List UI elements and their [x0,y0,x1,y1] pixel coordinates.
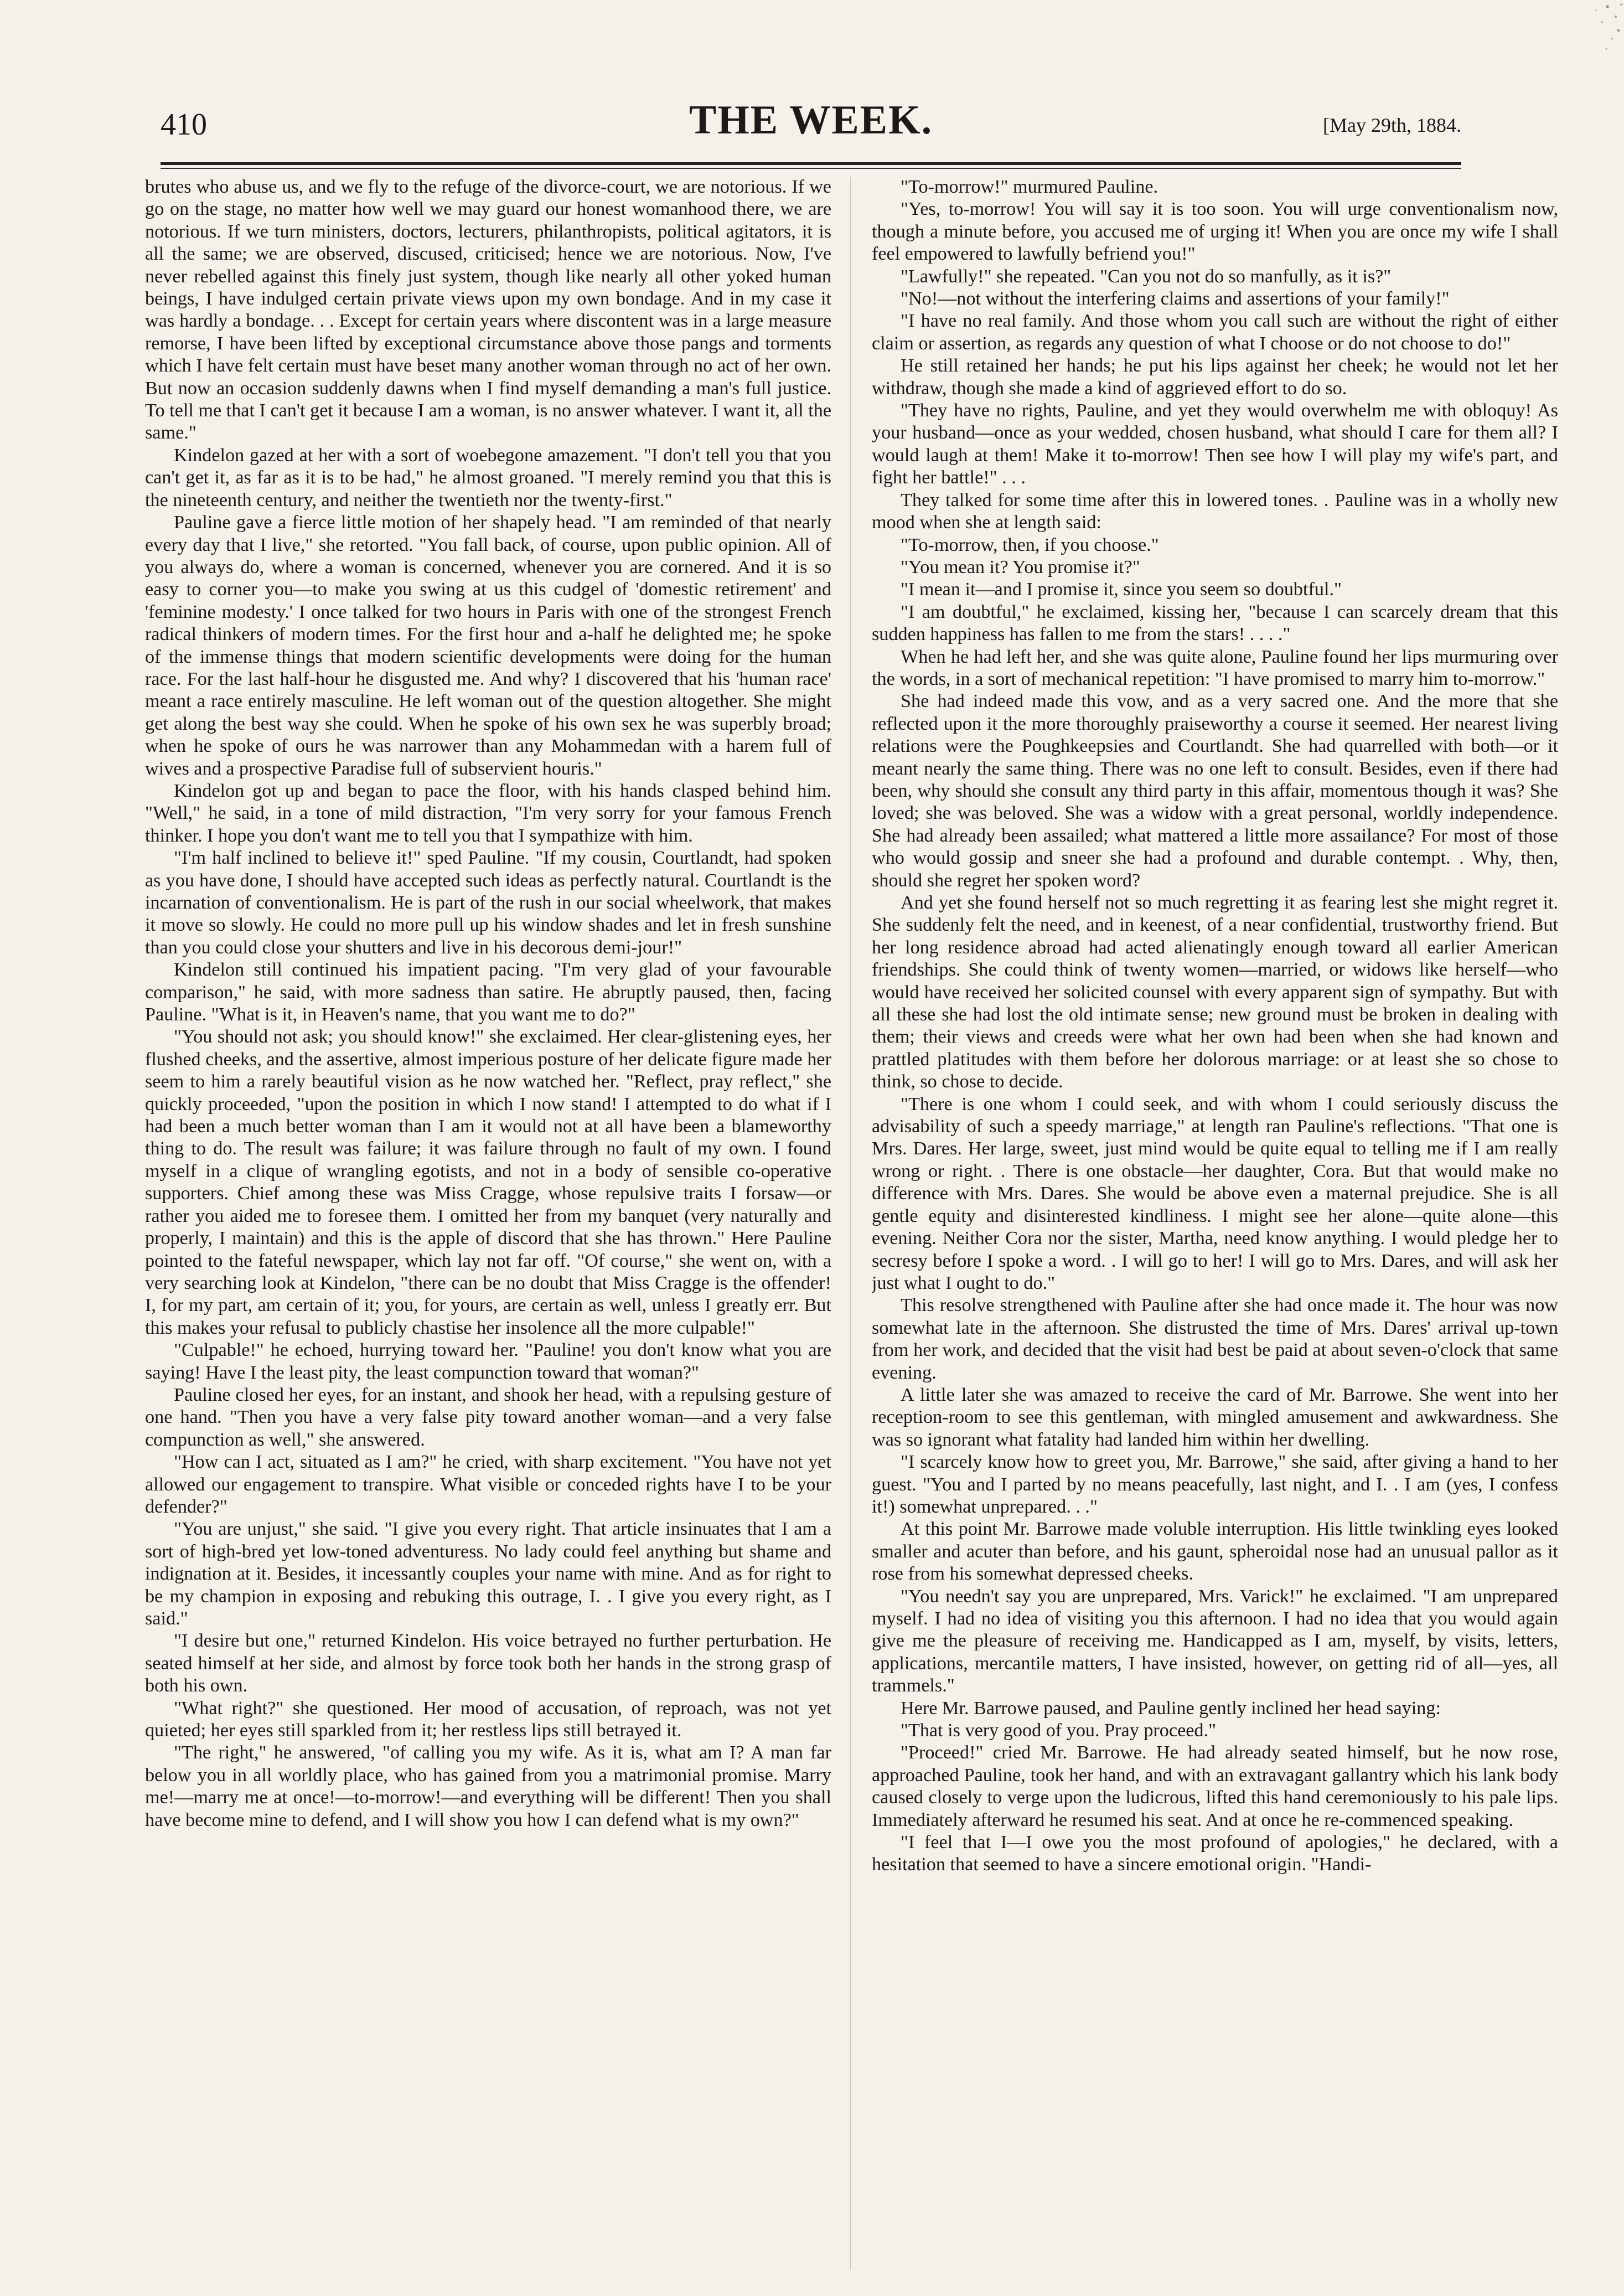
paragraph: "What right?" she questioned. Her mood of accusation, of reproach, was not yet quieted; her eyes still sparkled from it; her restless lips still betrayed it. [145,1698,831,1741]
paragraph: "There is one whom I could seek, and with whom I could seriously discuss the advisability of such a speedy marriage," at length ran Pauline's reflections. "That one is Mrs. Dares. Her large, sweet, just mind would be quite equal to telling me if I am really wrong or right. . There is one obstacle—her daughter, Cora. But that would make no difference with Mrs. Dares. She would be above even a maternal prejudice. She is all gentle equity and disinterested kindliness. I might see her alone—quite alone—this evening. Neither Cora nor the sister, Martha, need know anything. I would pledge her to secresy before I spoke a word. . I will go to her! I will go to Mrs. Dares, and will ask her just what I ought to do." [872,1093,1558,1293]
text-column-left [145,176,831,2280]
paragraph: "To-morrow!" murmured Pauline. [901,177,1158,197]
paragraph: "To-morrow, then, if you choose." [901,534,1159,555]
page-number: 410 [161,107,207,142]
paragraph: She had indeed made this vow, and as a very sacred one. And the more that she reflected upon it the more thoroughly praiseworthy a course it seemed. Her nearest living relations were the Poughkeepsies and Courtlandt. She had quarrelled with both—or it meant nearly the same thing. There was no one left to consult. Besides, even if there had been, why should she consult any third party in this affair, momentous though it was? She loved; she was beloved. She was a widow with a great personal, worldly independence. She had already been assailed; what mattered a little more assailance? For most of those who would gossip and sneer she had a profound and durable contempt. . Why, then, should she regret her spoken word? [872,691,1558,891]
page-header [161,97,1461,152]
paragraph: A little later she was amazed to receive the card of Mr. Barrowe. She went into her reception-room to see this gentleman, with mingled amusement and awkwardness. She was so ignorant what fatality had landed him within her dwelling. [872,1384,1558,1450]
journal-title: THE WEEK. [689,97,933,143]
paragraph: "Lawfully!" she repeated. "Can you not do so manfully, as it is?" [901,266,1392,287]
paragraph: "You mean it? You promise it?" [901,556,1140,577]
issue-date: [May 29th, 1884. [1323,114,1461,136]
paragraph: "You should not ask; you should know!" she exclaimed. Her clear-glistening eyes, her flushed cheeks, and the assertive, almost imperious posture of her delicate figure made her seem to him a rarely beautiful vision as he now watched her. "Reflect, pray reflect," she quickly proceeded, "upon the position in which I now stand! I attempted to do what if I had been a much better woman than I am it would not at all have been a blameworthy thing to do. The result was failure; it was failure through no fault of my own. I found myself in a clique of wrangling egotists, and not in a body of sensible co-operative supporters. Chief among these was Miss Cragge, whose repulsive traits I forsaw—or rather you aided me to foresee them. I omitted her from my banquet (very naturally and properly, I maintain) and this is the apple of discord that she has thrown." Here Pauline pointed to the fateful newspaper, which lay not far off. "Of course," she went on, with a very searching look at Kindelon, "there can be no doubt that Miss Cragge is the offender! I, for my part, am certain of it; you, for yours, are certain as well, unless I greatly err. But this makes your refusal to publicly chastise her insolence all the more culpable!" [145,1026,831,1338]
paragraph: "Yes, to-morrow! You will say it is too soon. You will urge conventionalism now, though a minute before, you accused me of urging it! When you are once my wife I shall feel empowered to lawfully befriend you!" [872,199,1558,265]
paragraph: At this point Mr. Barrowe made voluble interruption. His little twinkling eyes looked smaller and acuter than before, and his gaunt, spheroidal nose had an unusual pallor as it rose from his somewhat depressed cheeks. [872,1519,1558,1585]
paragraph: Pauline gave a fierce little motion of her shapely head. "I am reminded of that nearly every day that I live," she retorted. "You fall back, of course, upon public opinion. All of you always do, where a woman is concerned, whenever you are cornered. And it is so easy to corner you—to make you swing at us this cudgel of 'domestic retirement' and 'feminine modesty.' I once talked for two hours in Paris with one of the strongest French radical thinkers of modern times. For the first hour and a-half he delighted me; he spoke of the immense things that modern scientific developments were doing for the human race. For the last half-hour he disgusted me. And why? I discovered that his 'human race' meant a race entirely masculine. He left woman out of the question altogether. She might get along the best way she could. When he spoke of his own sex he was superbly broad; when he spoke of ours he was narrower than any Mohammedan with a harem full of wives and a prospective Paradise full of subservient houris." [145,512,831,779]
paragraph: "The right," he answered, "of calling you my wife. As it is, what am I? A man far below you in all worldly place, who has gained from you a matrimonial promise. Marry me!—marry me at once!—to-morrow!—and everything will be different! Then you shall have become mine to defend, and I will show you how I can defend what is my own?" [145,1742,831,1830]
paragraph: "I am doubtful," he exclaimed, kissing her, "because I can scarcely dream that this sudden happiness has fallen to me from the stars! . . . ." [872,601,1558,645]
paragraph: This resolve strengthened with Pauline after she had once made it. The hour was now somewhat late in the afternoon. She distrusted the time of Mrs. Dares' arrival up-town from her work, and decided that the visit had best be paid at about seven-o'clock that same evening. [872,1295,1558,1383]
column-divider [850,177,851,2270]
scan-edge-noise [1541,0,1624,61]
paragraph: "I scarcely know how to greet you, Mr. Barrowe," she said, after giving a hand to her guest. "You and I parted by no means peacefully, last night, and I. . I am (yes, I confess it!) somewhat unprepared. . ." [872,1452,1558,1517]
paragraph: "I mean it—and I promise it, since you seem so doubtful." [901,579,1342,600]
paragraph: And yet she found herself not so much regretting it as fearing lest she might regret it. She suddenly felt the need, and in keenest, of a near confidential, trustworthy friend. But her long residence abroad had acted alienatingly enough toward all earlier American friendships. She could think of twenty women—married, or widows like herself—who would have received her solicited counsel with every apparent sign of sympathy. But with all these she had lost the old intimate sense; new ground must be broken in dealing with them; their views and creeds were what her own had been when she had known and prattled platitudes with them before her dolorous marriage: or at least she so chose to think, so chose to decide. [872,892,1558,1092]
paragraph: "I desire but one," returned Kindelon. His voice betrayed no further perturbation. He seated himself at her side, and almost by force took both her hands in the strong grasp of both his own. [145,1631,831,1696]
header-rule-thick [161,162,1461,165]
paragraph: "Proceed!" cried Mr. Barrowe. He had already seated himself, but he now rose, approached Pauline, took her hand, and with an extravagant gallantry which his lank body caused closely to verge upon the ludicrous, lifted this hand ceremoniously to his pale lips. Immediately afterward he resumed his seat. And at once he re-commenced speaking. [872,1742,1558,1830]
paragraph: brutes who abuse us, and we fly to the refuge of the divorce-court, we are notorious. If we go on the stage, no matter how well we may guard our honest womanhood there, we are notorious. If we turn ministers, doctors, lecturers, philanthropists, political agitators, it is all the same; we are observed, discused, criticised; hence we are notorious. Now, I've never rebelled against this finely just system, though like nearly all other yoked human beings, I have indulged certain private views upon my own bondage. And in my case it was hardly a bondage. . . Except for certain years where discontent was in a large measure remorse, I have been lifted by exceptional circumstance above those pangs and torments which I have felt certain must have beset many another woman through no act of her own. But now an occasion suddenly dawns when I find myself demanding a man's full justice. To tell me that I can't get it because I am a woman, is no answer whatever. I want it, all the same." [145,177,831,443]
paragraph: "I have no real family. And those whom you call such are without the right of either claim or assertion, as regards any question of what I choose or do not choose to do!" [872,311,1558,354]
paragraph: Kindelon gazed at her with a sort of woebegone amazement. "I don't tell you that you can't get it, as far as it is to be had," he almost groaned. "I merely remind you that this is the nineteenth century, and neither the twentieth nor the twenty-first." [145,445,831,510]
paragraph: They talked for some time after this in lowered tones. . Pauline was in a wholly new mood when she at length said: [872,489,1558,533]
paragraph: When he had left her, and she was quite alone, Pauline found her lips murmuring over the words, in a sort of mechanical repetition: "I have promised to marry him to-morrow." [872,646,1558,689]
paragraph: Kindelon got up and began to pace the floor, with his hands clasped behind him. "Well," he said, in a tone of mild distraction, "I'm very sorry for your famous French thinker. I hope you don't want me to tell you that I sympathize with him. [145,780,831,846]
paragraph: He still retained her hands; he put his lips against her cheek; he would not let her withdraw, though she made a kind of aggrieved effort to do so. [872,355,1558,399]
paragraph: Pauline closed her eyes, for an instant, and shook her head, with a repulsing gesture of one hand. "Then you have a very false pity toward another woman—and a very false compunction as well," she answered. [145,1384,831,1450]
paragraph: "Culpable!" he echoed, hurrying toward her. "Pauline! you don't know what you are saying! Have I the least pity, the least compunction toward that woman?" [145,1340,831,1383]
paragraph: "That is very good of you. Pray proceed." [901,1720,1217,1741]
paragraph: "I'm half inclined to believe it!" sped Pauline. "If my cousin, Courtlandt, had spoken as you have done, I should have accepted such ideas as perfectly natural. Courtlandt is the incarnation of conventionalism. He is part of the rush in our social wheelwork, that makes it move so slowly. He could no more pull up his window shades and let in fresh sunshine than you could close your shutters and live in his decorous demi-jour!" [145,848,831,958]
text-column-right [872,176,1558,2280]
paragraph: Here Mr. Barrowe paused, and Pauline gently inclined her head saying: [901,1698,1441,1719]
paragraph: "How can I act, situated as I am?" he cried, with sharp excitement. "You have not yet allowed our engagement to transpire. What visible or conceded rights have I to be your defender?" [145,1452,831,1517]
paragraph: Kindelon still continued his impatient pacing. "I'm very glad of your favourable comparison," he said, with more sadness than satire. He abruptly paused, then, facing Pauline. "What is it, in Heaven's name, that you want me to do?" [145,959,831,1025]
paragraph: "You are unjust," she said. "I give you every right. That article insinuates that I am a sort of high-bred yet low-toned adventuress. No lady could feel anything but shame and indignation at it. Besides, it incessantly couples your name with mine. And as for right to be my champion in exposing and rebuking this outrage, I. . I give you every right, as I said." [145,1519,831,1629]
paragraph: "You needn't say you are unprepared, Mrs. Varick!" he exclaimed. "I am unprepared myself. I had no idea of visiting you this afternoon. I had no idea that you would again give me the pleasure of receiving me. Handicapped as I am, myself, by visits, letters, applications, mercantile matters, I have insisted, however, on getting rid of all—yes, all trammels." [872,1586,1558,1696]
paragraph: "I feel that I—I owe you the most profound of apologies," he declared, with a hesitation that seemed to have a sincere emotional origin. "Handi- [872,1832,1558,1875]
paragraph: "They have no rights, Pauline, and yet they would overwhelm me with obloquy! As your husband—once as your wedded, chosen husband, what should I care for them all? I would laugh at them! Make it to-morrow! Then see how I will play my wife's part, and fight her battle!" . . . [872,400,1558,488]
header-rule-thin [161,168,1461,169]
paragraph: "No!—not without the interfering claims and assertions of your family!" [901,288,1450,309]
